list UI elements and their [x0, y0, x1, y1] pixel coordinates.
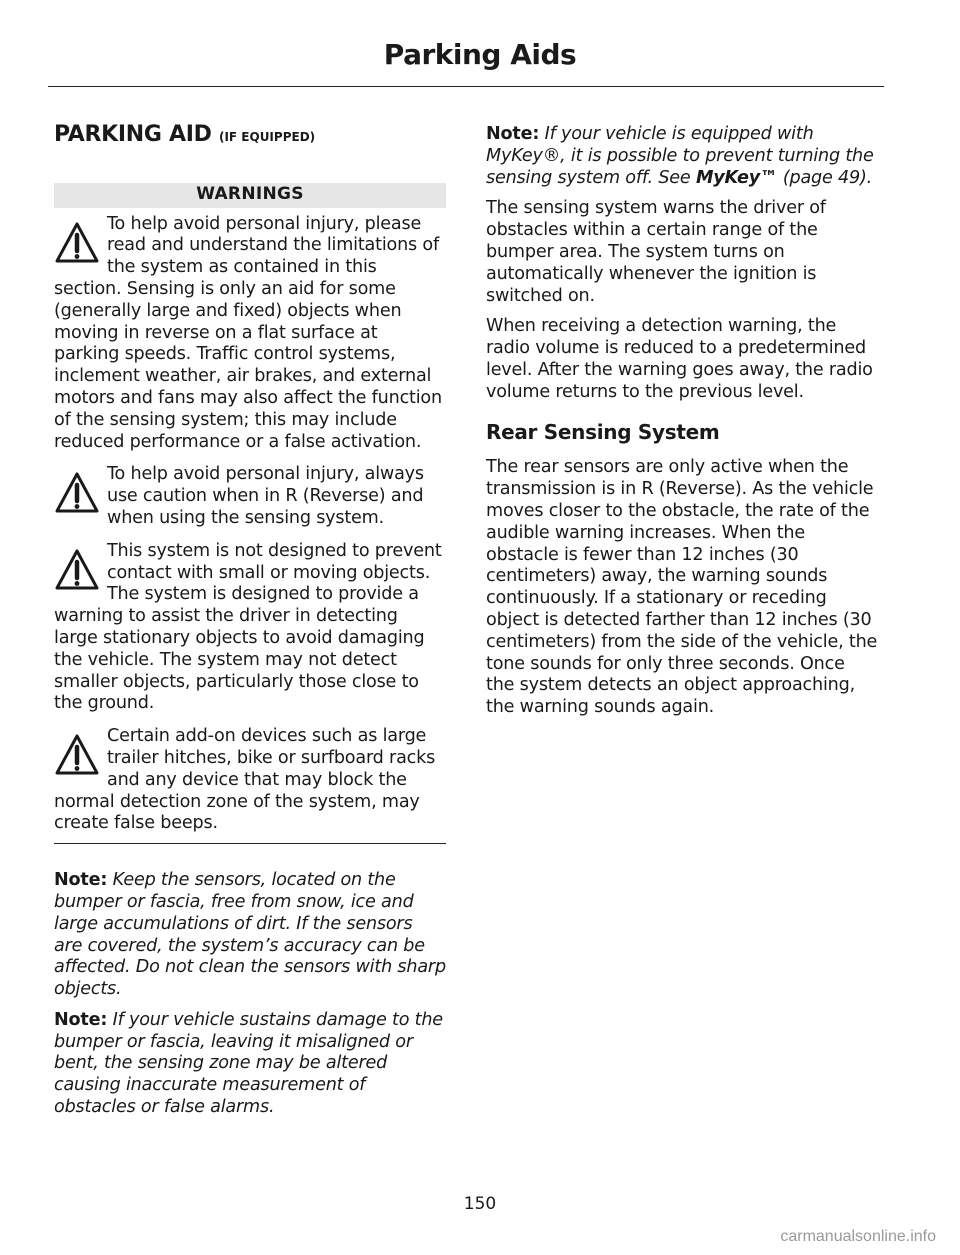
page-header-title: Parking Aids [383, 38, 577, 71]
warning-item [54, 541, 446, 715]
watermark: carmanualsonline.info [780, 1228, 936, 1245]
warning-triangle-icon [54, 733, 100, 777]
section-title [54, 124, 446, 149]
warning-item [54, 214, 446, 454]
warnings-heading: WARNINGS [54, 183, 446, 208]
warning-text: To help avoid personal injury, please read and understand the limitations of the system as contained in this section. Sensing is only an aid for some (generally large and fixed) objects when moving in reverse on a flat surface at parking speeds. Traffic control systems, inclement weather, air brakes, and external motors and fans may also affect the function of the sensing system; this may include reduced performance or a false activation. [54, 213, 442, 452]
note-text: Keep the sensors, located on the bumper or fascia, free from snow, ice and large accumulations of dirt. If the sensors are covered, the system’s accuracy can be affected. Do not clean the sensors with sharp objects. [54, 870, 446, 1000]
warning-triangle-icon [54, 221, 100, 265]
rear-sensing-heading: Rear Sensing System [486, 419, 720, 444]
note-label: Note: [54, 1009, 108, 1030]
page-number: 150 [463, 1194, 497, 1214]
note-mykey [486, 124, 878, 189]
note-text: If your vehicle is equipped with MyKey®, it is possible to prevent turning the sensing system off. See [486, 124, 874, 188]
warning-item [54, 726, 446, 835]
paragraph-sensing-overview: The sensing system warns the driver of obstacles within a certain range of the bumper area. The system turns on automatically whenever the ignition is switched on. [486, 198, 826, 306]
warning-triangle-icon [54, 471, 100, 515]
mykey-reference-link[interactable]: MyKey™ [695, 167, 778, 188]
section-title-text: PARKING AID [54, 122, 212, 147]
warnings-end-divider [54, 843, 446, 844]
warning-text: This system is not designed to prevent contact with small or moving objects. The system is designed to provide a warning to assist the driver in detecting large stationary objects to avoid damaging the vehicle. The system may not detect smaller objects, particularly those close to the ground. [54, 540, 442, 714]
section-qualifier: (IF EQUIPPED) [218, 130, 316, 144]
warning-text: Certain add-on devices such as large trailer hitches, bike or surfboard racks and any device that may block the normal detection zone of the system, may create false beeps. [54, 726, 436, 834]
paragraph-radio-volume: When receiving a detection warning, the radio volume is reduced to a predetermined level. After the warning goes away, the radio volume returns to the previous level. [486, 316, 873, 402]
note-page-ref: (page 49). [782, 167, 873, 188]
warning-text: To help avoid personal injury, always use caution when in R (Reverse) and when using the sensing system. [107, 464, 424, 528]
note-label: Note: [54, 870, 108, 891]
note-label: Note: [486, 124, 540, 144]
left-column [54, 120, 446, 1128]
header-divider [48, 86, 884, 87]
warning-item [54, 464, 446, 529]
paragraph-rear-sensing: The rear sensors are only active when the transmission is in R (Reverse). As the vehicle moves closer to the obstacle, the rate of the audible warning increases. When the obstacle is fewer than 12 inches (30 centimeters) away, the warning sounds continuously. If a stationary or receding object is detected farther than 12 inches (30 centimeters) from the side of the vehicle, the tone sounds for only three seconds. Once the system detects an object approaching, the warning sounds again. [486, 457, 878, 718]
right-column [486, 124, 878, 728]
note-text: If your vehicle sustains damage to the bumper or fascia, leaving it misaligned or bent, the sensing zone may be altered causing inaccurate measurement of obstacles or false alarms. [54, 1009, 443, 1118]
note-sensors-clean [54, 870, 446, 1001]
note-bumper-damage [54, 1010, 446, 1119]
warning-triangle-icon [54, 548, 100, 592]
